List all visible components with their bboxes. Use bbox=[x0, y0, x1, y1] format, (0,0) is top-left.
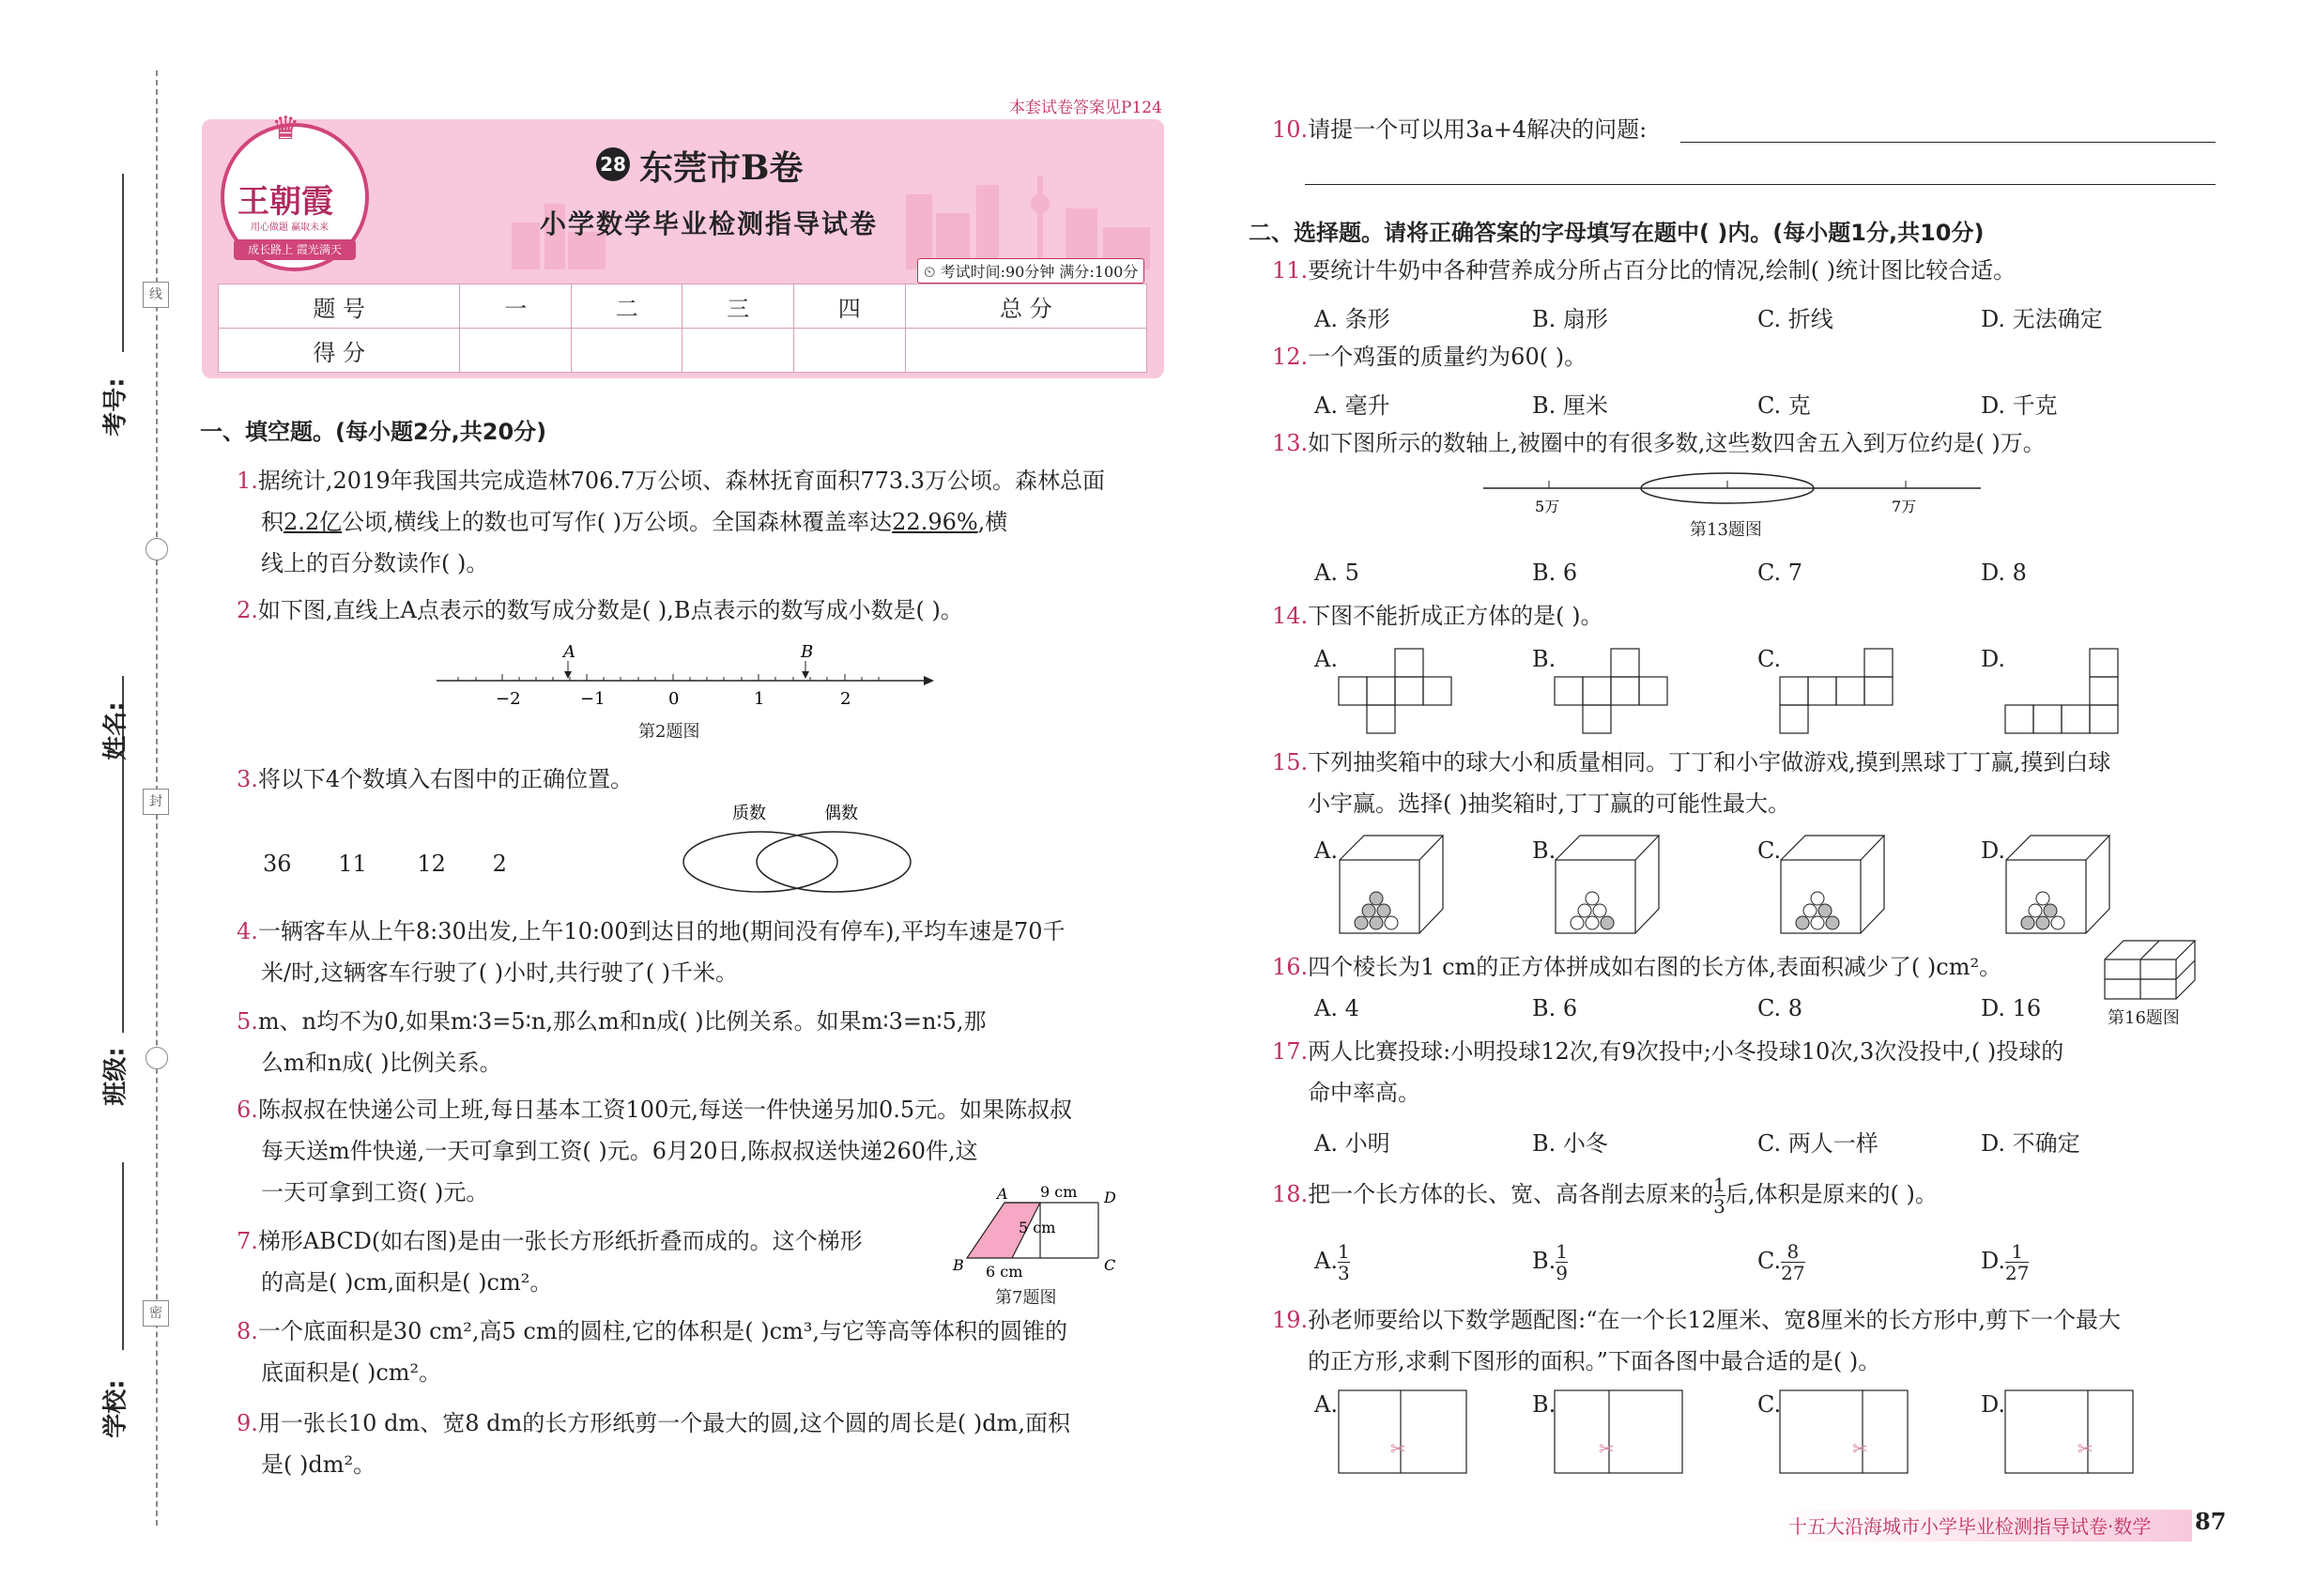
tick-label: −2 bbox=[496, 689, 521, 709]
venn-left-label: 质数 bbox=[732, 804, 766, 823]
option-c: C. bbox=[1757, 837, 1782, 864]
tick-label: 0 bbox=[668, 689, 680, 709]
list-item: 36 bbox=[263, 851, 292, 877]
question-text: 梯形ABCD(如右图)是由一张长方形纸折叠而成的。这个梯形 bbox=[257, 1228, 863, 1254]
question-5 bbox=[237, 1001, 987, 1083]
lottery-box-a bbox=[1338, 834, 1450, 937]
exam-info-text: 考试时间:90分钟 满分:100分 bbox=[940, 263, 1139, 281]
seal-seal: 封 bbox=[143, 789, 169, 815]
question-text: 一天可拿到工资( )元。 bbox=[261, 1179, 489, 1205]
question-14 bbox=[1272, 595, 1603, 637]
list-item: 12 bbox=[417, 851, 446, 877]
fraction bbox=[2005, 1241, 2029, 1283]
question-text: 下图不能折成正方体的是( )。 bbox=[1308, 603, 1603, 629]
denominator: 27 bbox=[1781, 1262, 1805, 1284]
question-text: 积 bbox=[261, 509, 284, 535]
table-row bbox=[219, 329, 1147, 373]
question-1 bbox=[237, 460, 1105, 584]
question-17 bbox=[1272, 1031, 2063, 1113]
cube-net-b bbox=[1554, 646, 1676, 735]
figure-caption: 第16题图 bbox=[2108, 1008, 2180, 1028]
question-text: 每天送m件快递,一天可拿到工资( )元。6月20日,陈叔叔送快递260件,这 bbox=[261, 1138, 978, 1164]
denominator: 3 bbox=[1337, 1262, 1350, 1284]
lottery-box-c bbox=[1779, 834, 1892, 937]
question-number: 2. bbox=[237, 597, 258, 623]
question-19 bbox=[1272, 1299, 2121, 1382]
vertex-d: D bbox=[1104, 1189, 1116, 1206]
option-c: C. 折线 bbox=[1757, 306, 1833, 332]
question-number: 6. bbox=[237, 1097, 258, 1123]
question-text: 下列抽奖箱中的球大小和质量相同。丁丁和小宇做游戏,摸到黑球丁丁赢,摸到白球 bbox=[1308, 749, 2111, 775]
question-number: 16. bbox=[1272, 954, 1309, 980]
point-a-label: A bbox=[563, 642, 575, 662]
fraction bbox=[1713, 1174, 1725, 1217]
option-b: B. 厘米 bbox=[1532, 392, 1608, 419]
question-text: 四个棱长为1 cm的正方体拼成如右图的长方体,表面积减少了( )cm²。 bbox=[1308, 954, 2002, 980]
cube-net-c bbox=[1779, 646, 1901, 735]
option-b: B. bbox=[1532, 837, 1556, 864]
question-number: 15. bbox=[1272, 749, 1309, 775]
cut-figure-d bbox=[2004, 1389, 2136, 1476]
question-number: 17. bbox=[1272, 1038, 1309, 1065]
question-10 bbox=[1272, 109, 1647, 150]
option-d bbox=[1981, 1241, 2029, 1283]
option-b: B. bbox=[1532, 646, 1556, 672]
scissors-icon: ✂ bbox=[2078, 1437, 2093, 1460]
option-a bbox=[1314, 1241, 1350, 1283]
option-d: D. bbox=[1981, 837, 2006, 864]
option-b: B. 6 bbox=[1532, 995, 1578, 1021]
cube-net-d bbox=[2004, 646, 2126, 735]
question-text: 后,体积是原来的( )。 bbox=[1725, 1181, 1938, 1207]
option-a: A. 5 bbox=[1314, 560, 1359, 586]
underlined-percent: 22.96% bbox=[892, 509, 978, 535]
crown-icon: ♛ bbox=[271, 110, 300, 147]
question-number: 12. bbox=[1272, 344, 1309, 370]
denominator: 9 bbox=[1556, 1262, 1568, 1284]
option-c: C. bbox=[1757, 646, 1782, 672]
question-text: 命中率高。 bbox=[1308, 1080, 1420, 1106]
option-letter: C. bbox=[1757, 1248, 1782, 1274]
table-cell: 总 分 bbox=[905, 284, 1146, 329]
question-text: 底面积是( )cm²。 bbox=[261, 1359, 442, 1386]
option-c: C. 克 bbox=[1757, 392, 1811, 419]
list-item: 2 bbox=[492, 851, 507, 877]
vertex-b: B bbox=[953, 1256, 964, 1274]
question-13 bbox=[1272, 422, 2046, 464]
option-letter: D. bbox=[1981, 1248, 2006, 1274]
question-3 bbox=[237, 759, 633, 800]
question-4 bbox=[237, 911, 1066, 993]
lottery-box-d bbox=[2004, 834, 2117, 937]
option-c: C. 8 bbox=[1757, 995, 1803, 1021]
option-b: B. 小冬 bbox=[1532, 1130, 1608, 1157]
question-text: 孙老师要给以下数学题配图:“在一个长12厘米、宽8厘米的长方形中,剪下一个最大 bbox=[1308, 1307, 2121, 1333]
question-text: 如下图所示的数轴上,被圈中的有很多数,这些数四舍五入到万位约是( )万。 bbox=[1308, 430, 2046, 456]
option-a: A. 毫升 bbox=[1314, 392, 1390, 419]
question-2 bbox=[237, 590, 963, 631]
option-d: D. bbox=[1981, 646, 2006, 672]
table-cell: 题 号 bbox=[219, 284, 460, 329]
question-9 bbox=[237, 1403, 1070, 1485]
option-c: C. 7 bbox=[1757, 560, 1803, 586]
cube-net-a bbox=[1338, 646, 1460, 735]
exam-id-label: 考号: bbox=[101, 377, 130, 437]
option-letter: A. bbox=[1314, 1248, 1338, 1274]
question-text: 把一个长方体的长、宽、高各削去原来的 bbox=[1308, 1181, 1714, 1207]
option-c: C. bbox=[1757, 1391, 1782, 1418]
section1-title: 一、填空题。(每小题2分,共20分) bbox=[200, 419, 547, 445]
question-text: 小宇赢。选择( )抽奖箱时,丁丁赢的可能性最大。 bbox=[1308, 790, 1790, 817]
scissors-icon: ✂ bbox=[1852, 1437, 1868, 1460]
question-text: m、n均不为0,如果m∶3=5∶n,那么m和n成( )比例关系。如果m∶3=n∶5,那 bbox=[257, 1008, 987, 1035]
venn-diagram bbox=[676, 798, 920, 901]
number-line-figure bbox=[432, 638, 939, 714]
question-text: 的正方形,求剩下图形的面积。”下面各图中最合适的是( )。 bbox=[1308, 1348, 1881, 1374]
exam-info bbox=[917, 258, 1144, 284]
question-16 bbox=[1272, 946, 2001, 988]
fraction bbox=[1556, 1241, 1568, 1283]
table-row bbox=[219, 284, 1147, 329]
fraction bbox=[1338, 1241, 1350, 1283]
brand-motto: 用心做题 赢取未来 bbox=[251, 223, 330, 233]
option-a: A. bbox=[1314, 837, 1338, 864]
trapezoid-figure bbox=[948, 1178, 1136, 1281]
option-a: A. bbox=[1314, 1391, 1338, 1418]
seal-secret: 密 bbox=[143, 1300, 169, 1327]
tick-label: 2 bbox=[840, 689, 851, 709]
score-cell[interactable] bbox=[571, 329, 682, 373]
question-6 bbox=[237, 1089, 1072, 1213]
question-text: 陈叔叔在快递公司上班,每日基本工资100元,每送一件快递另加0.5元。如果陈叔叔 bbox=[257, 1097, 1073, 1123]
question-text: 么m和n成( )比例关系。 bbox=[261, 1050, 502, 1076]
axis-label-left: 5万 bbox=[1535, 498, 1560, 515]
option-a: A. 条形 bbox=[1314, 306, 1390, 332]
length-label: 9 cm bbox=[1040, 1183, 1078, 1201]
figure-caption: 第2题图 bbox=[638, 722, 700, 742]
option-c: C. 两人一样 bbox=[1757, 1130, 1878, 1157]
score-cell[interactable] bbox=[460, 329, 572, 373]
question-number: 14. bbox=[1272, 603, 1309, 629]
score-cell[interactable] bbox=[905, 329, 1146, 373]
question-number: 11. bbox=[1272, 257, 1309, 284]
question-number: 7. bbox=[237, 1228, 258, 1254]
question-number: 9. bbox=[237, 1410, 258, 1436]
question-text: 两人比赛投球:小明投球12次,有9次投中;小冬投球10次,3次没投中,( )投球的 bbox=[1308, 1038, 2064, 1065]
question-text: 请提一个可以用3a+4解决的问题: bbox=[1308, 116, 1648, 143]
venn-right-label: 偶数 bbox=[824, 804, 858, 823]
class-line bbox=[122, 836, 124, 1033]
option-d: D. 千克 bbox=[1981, 392, 2058, 419]
question-text: 据统计,2019年我国共完成造林706.7万公顷、森林抚育面积773.3万公顷。森林总面 bbox=[257, 468, 1106, 494]
option-d: D. 8 bbox=[1981, 560, 2027, 586]
numerator: 8 bbox=[1786, 1240, 1800, 1263]
numerator: 1 bbox=[1713, 1174, 1725, 1196]
id-line bbox=[122, 174, 124, 352]
page-number: 87 bbox=[2195, 1508, 2227, 1535]
table-cell: 三 bbox=[682, 284, 794, 329]
vertex-c: C bbox=[1104, 1256, 1116, 1274]
question-7 bbox=[237, 1220, 863, 1303]
cut-figure-a bbox=[1338, 1389, 1469, 1476]
question-text: 一个底面积是30 cm²,高5 cm的圆柱,它的体积是( )cm³,与它等高等体积的圆锥的 bbox=[257, 1318, 1068, 1344]
option-b: B. 扇形 bbox=[1532, 306, 1608, 332]
question-12 bbox=[1272, 336, 1587, 377]
denominator: 3 bbox=[1713, 1195, 1725, 1218]
school-line bbox=[122, 1162, 124, 1350]
answer-line[interactable] bbox=[1680, 142, 2216, 143]
question-text: 一个鸡蛋的质量约为60( )。 bbox=[1308, 344, 1587, 370]
scissors-icon: ✂ bbox=[1390, 1437, 1406, 1460]
option-b: B. bbox=[1532, 1391, 1556, 1418]
paper-number: 28 bbox=[596, 147, 630, 181]
brand-name: 王朝霞 bbox=[238, 183, 333, 221]
length-label: 5 cm bbox=[1019, 1219, 1056, 1236]
score-table bbox=[218, 284, 1147, 373]
option-letter: B. bbox=[1532, 1248, 1556, 1274]
question-text: 米/时,这辆客车行驶了( )小时,共行驶了( )千米。 bbox=[261, 959, 739, 986]
question-text: 一辆客车从上午8:30出发,上午10:00到达目的地(期间没有停车),平均车速是70千 bbox=[257, 918, 1066, 944]
option-d: D. bbox=[1981, 1391, 2006, 1418]
name-label: 姓名: bbox=[101, 701, 130, 760]
numerator: 1 bbox=[2011, 1240, 2024, 1263]
figure-caption: 第13题图 bbox=[1690, 520, 1762, 540]
table-cell: 二 bbox=[571, 284, 682, 329]
tick-label: 1 bbox=[754, 689, 765, 709]
numerator: 1 bbox=[1556, 1240, 1568, 1263]
number-list bbox=[263, 843, 507, 884]
option-a: A. bbox=[1314, 646, 1338, 672]
section2-title: 二、选择题。请将正确答案的字母填写在题中( )内。(每小题1分,共10分) bbox=[1249, 220, 1985, 246]
axis-label-right: 7万 bbox=[1892, 498, 1917, 515]
question-number: 1. bbox=[237, 468, 258, 494]
footer-series: 十五大沿海城市小学毕业检测指导试卷·数学 bbox=[1788, 1515, 2152, 1538]
class-label: 班级: bbox=[101, 1047, 130, 1106]
score-cell[interactable] bbox=[794, 329, 906, 373]
numerator: 1 bbox=[1337, 1240, 1350, 1263]
question-number: 19. bbox=[1272, 1307, 1309, 1333]
answer-reference: 本套试卷答案见P124 bbox=[1009, 99, 1162, 117]
question-8 bbox=[237, 1311, 1067, 1393]
paper-title: 东莞市B卷 bbox=[639, 148, 804, 188]
question-number: 3. bbox=[237, 766, 258, 792]
question-number: 8. bbox=[237, 1318, 258, 1344]
question-text: 是( )dm²。 bbox=[261, 1451, 376, 1478]
vertex-a: A bbox=[997, 1185, 1008, 1203]
question-number: 13. bbox=[1272, 430, 1309, 456]
question-number: 5. bbox=[237, 1008, 258, 1035]
option-d: D. 16 bbox=[1981, 995, 2042, 1021]
list-item: 11 bbox=[338, 851, 367, 877]
option-b: B. 6 bbox=[1532, 560, 1578, 586]
question-text: 要统计牛奶中各种营养成分所占百分比的情况,绘制( )统计图比较合适。 bbox=[1308, 257, 2016, 284]
question-text: 公顷,横线上的数也可写作( )万公顷。全国森林覆盖率达 bbox=[342, 509, 893, 535]
cut-figure-c bbox=[1779, 1389, 1910, 1476]
school-label: 学校: bbox=[101, 1379, 130, 1438]
option-d: D. 不确定 bbox=[1981, 1130, 2080, 1157]
cut-figure-b bbox=[1554, 1389, 1685, 1476]
length-label: 6 cm bbox=[986, 1263, 1023, 1281]
answer-line[interactable] bbox=[1305, 184, 2216, 185]
question-text: 用一张长10 dm、宽8 dm的长方形纸剪一个最大的圆,这个圆的周长是( )dm,面积 bbox=[257, 1410, 1070, 1436]
cuboid-figure bbox=[2103, 939, 2206, 1005]
question-15 bbox=[1272, 742, 2110, 824]
point-b-label: B bbox=[801, 642, 814, 662]
table-cell: 得 分 bbox=[219, 329, 460, 373]
punch-hole bbox=[146, 1047, 168, 1069]
question-text: 的高是( )cm,面积是( )cm²。 bbox=[261, 1269, 553, 1296]
punch-hole bbox=[146, 538, 168, 560]
option-b bbox=[1532, 1241, 1568, 1283]
score-cell[interactable] bbox=[682, 329, 794, 373]
question-text: 线上的百分数读作( )。 bbox=[261, 550, 489, 576]
option-d: D. 无法确定 bbox=[1981, 306, 2103, 332]
denominator: 27 bbox=[2005, 1262, 2030, 1284]
question-18 bbox=[1272, 1174, 1938, 1217]
question-number: 18. bbox=[1272, 1181, 1309, 1207]
question-text: 将以下4个数填入右图中的正确位置。 bbox=[257, 766, 634, 792]
option-a: A. 4 bbox=[1314, 995, 1359, 1021]
option-c bbox=[1757, 1241, 1805, 1283]
figure-caption: 第7题图 bbox=[995, 1288, 1057, 1308]
clock-icon: ⏲ bbox=[924, 263, 936, 281]
paper-subtitle: 小学数学毕业检测指导试卷 bbox=[540, 208, 879, 239]
seal-line: 线 bbox=[143, 282, 169, 308]
question-number: 10. bbox=[1272, 116, 1309, 143]
brand-slogan: 成长路上 霞光满天 bbox=[234, 239, 356, 260]
scissors-icon: ✂ bbox=[1599, 1437, 1615, 1460]
tick-label: −1 bbox=[580, 689, 606, 709]
question-11 bbox=[1272, 250, 2016, 291]
lottery-box-b bbox=[1554, 834, 1666, 937]
question-number: 4. bbox=[237, 918, 258, 944]
underlined-number: 2.2亿 bbox=[284, 509, 343, 535]
question-text: ,横 bbox=[977, 509, 1008, 535]
option-a: A. 小明 bbox=[1314, 1130, 1390, 1157]
table-cell: 一 bbox=[460, 284, 572, 329]
table-cell: 四 bbox=[794, 284, 906, 329]
question-text: 如下图,直线上A点表示的数写成分数是( ),B点表示的数写成小数是( )。 bbox=[257, 597, 963, 623]
fraction bbox=[1781, 1241, 1804, 1283]
